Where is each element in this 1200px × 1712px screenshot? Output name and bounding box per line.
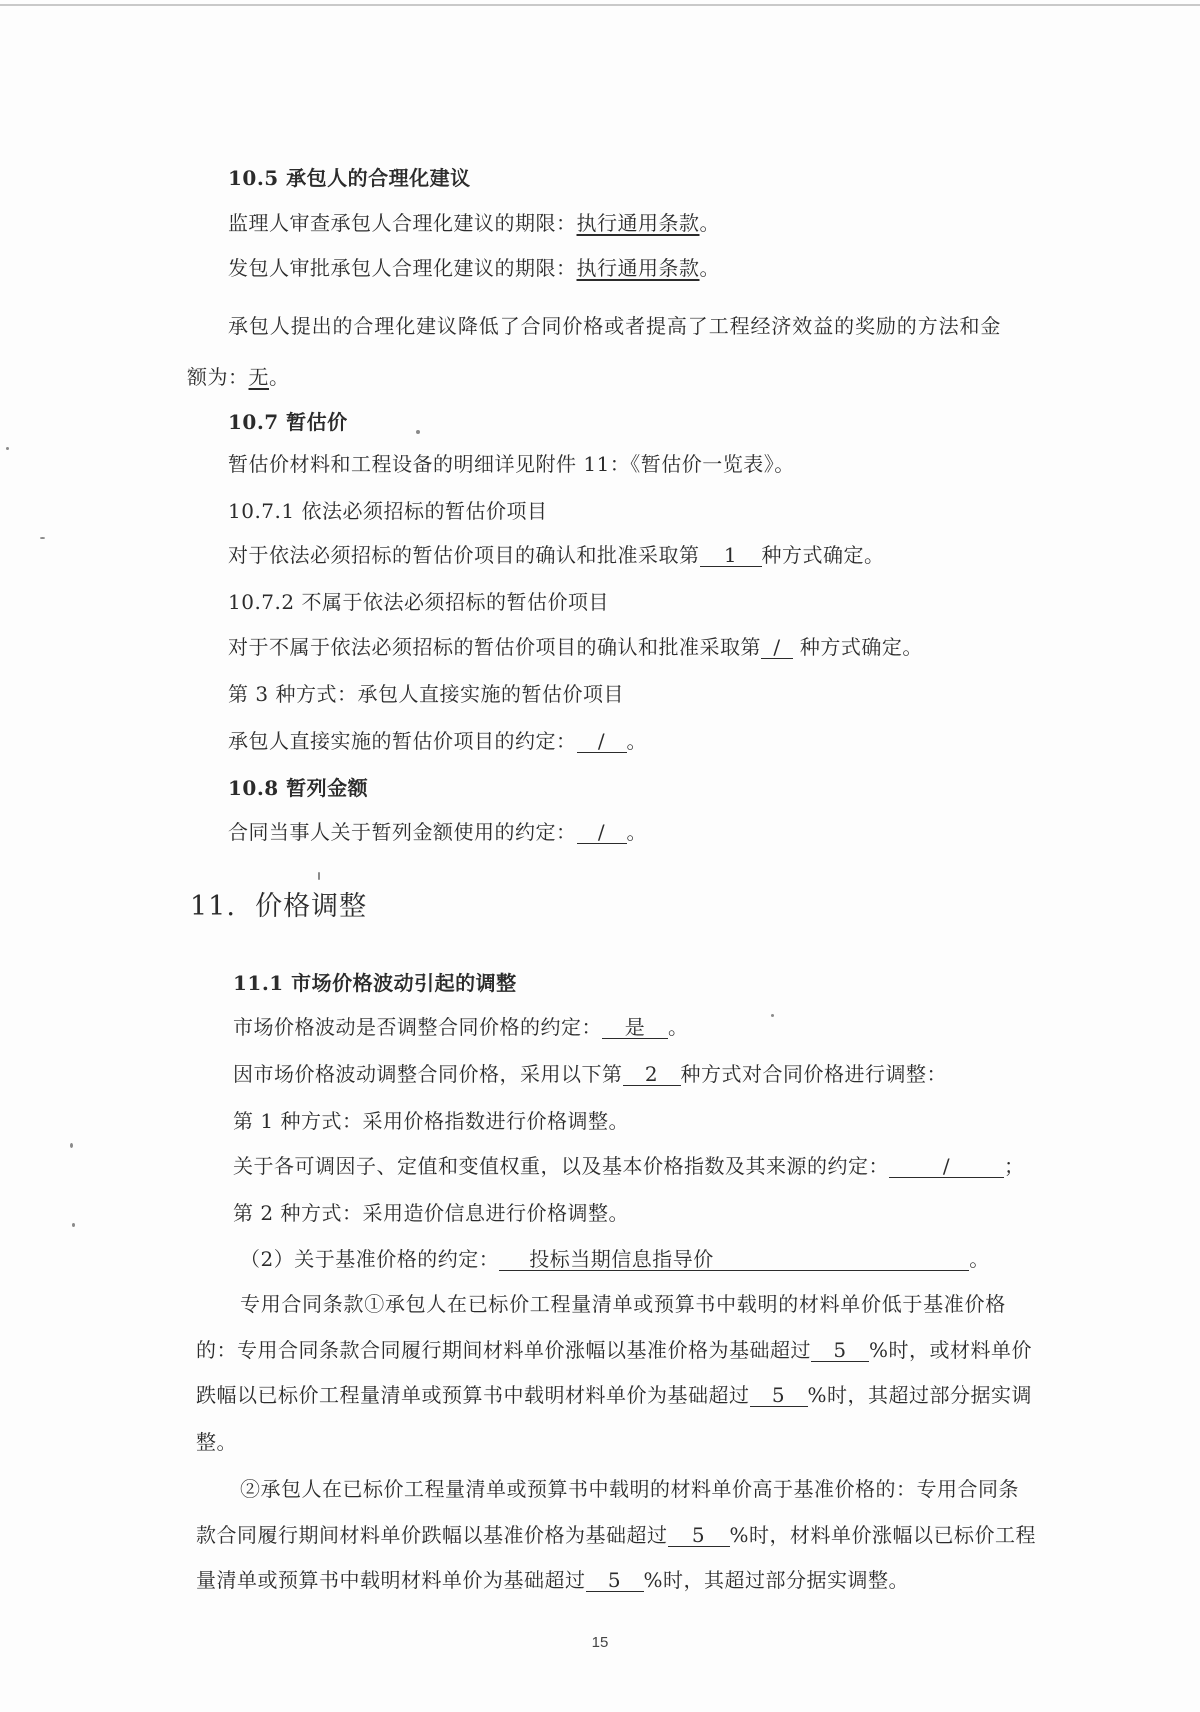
adjust-flag-suffix: 。 bbox=[668, 1015, 689, 1039]
way-2-line: 第 2 种方式：采用造价信息进行价格调整。 bbox=[233, 1201, 629, 1225]
reward-line-2 bbox=[187, 363, 290, 391]
reward-suffix: 。 bbox=[269, 365, 290, 389]
clause-1-line-2-text: 的：专用合同条款合同履行期间材料单价涨幅以基准价格为基础超过 bbox=[196, 1338, 811, 1362]
review-period-label: 监理人审查承包人合理化建议的期限： bbox=[228, 211, 577, 235]
method-3-line: 第 3 种方式：承包人直接实施的暂估价项目 bbox=[228, 682, 624, 706]
chapter-title: 价格调整 bbox=[255, 891, 368, 922]
factors-label: 关于各可调因子、定值和变值权重，以及基本价格指数及其来源的约定： bbox=[233, 1154, 889, 1178]
clause-2-line-2-text: 款合同履行期间材料单价跌幅以基准价格为基础超过 bbox=[196, 1523, 668, 1547]
provisional-detail-line: 暂估价材料和工程设备的明细详见附件 11：《暂估价一览表》。 bbox=[228, 452, 795, 476]
section-11-1-heading: 11.1 市场价格波动引起的调整 bbox=[233, 971, 517, 995]
chapter-number: 11. bbox=[190, 891, 236, 922]
direct-implement-line bbox=[228, 727, 647, 755]
clause-1-fall-threshold: 5 bbox=[750, 1384, 808, 1407]
clause-1-rise-threshold: 5 bbox=[811, 1339, 869, 1362]
adjust-method-suffix: 种方式对合同价格进行调整： bbox=[680, 1062, 947, 1086]
non-tender-method-suffix: 种方式确定。 bbox=[793, 635, 923, 659]
direct-implement-suffix: 。 bbox=[626, 729, 647, 753]
scan-speck bbox=[72, 1223, 75, 1227]
clause-1-line-3-tail: %时，其超过部分据实调 bbox=[807, 1383, 1033, 1407]
adjust-method-label: 因市场价格波动调整合同价格，采用以下第 bbox=[233, 1062, 623, 1086]
clause-2-line-1: ②承包人在已标价工程量清单或预算书中载明的材料单价高于基准价格的：专用合同条 bbox=[240, 1477, 1019, 1501]
scan-speck bbox=[416, 430, 420, 434]
scan-speck bbox=[318, 872, 320, 880]
adjust-flag-line bbox=[233, 1013, 689, 1041]
approve-period-line bbox=[228, 254, 720, 282]
approve-period-label: 发包人审批承包人合理化建议的期限： bbox=[228, 256, 577, 280]
review-period-value: 执行通用条款 bbox=[576, 211, 700, 235]
provisional-sum-label: 合同当事人关于暂列金额使用的约定： bbox=[228, 820, 577, 844]
clause-2-line-3 bbox=[196, 1566, 909, 1594]
clause-2-line-2-tail: %时，材料单价涨幅以已标价工程 bbox=[729, 1523, 1037, 1547]
chapter-11-title bbox=[190, 889, 367, 925]
approve-period-suffix: 。 bbox=[699, 256, 720, 280]
scan-speck bbox=[40, 537, 45, 539]
tender-method-label: 对于依法必须招标的暂估价项目的确认和批准采取第 bbox=[228, 543, 700, 567]
factors-line bbox=[233, 1152, 1025, 1180]
clause-1-line-3-text: 跌幅以已标价工程量清单或预算书中载明材料单价为基础超过 bbox=[196, 1383, 750, 1407]
factors-value: / bbox=[889, 1155, 1004, 1178]
page-number: 15 bbox=[591, 1634, 609, 1651]
approve-period-value: 执行通用条款 bbox=[576, 256, 700, 280]
clause-1-line-1: 专用合同条款①承包人在已标价工程量清单或预算书中载明的材料单价低于基准价格 bbox=[240, 1292, 1006, 1316]
provisional-sum-value: / bbox=[577, 821, 627, 844]
non-tender-method-label: 对于不属于依法必须招标的暂估价项目的确认和批准采取第 bbox=[228, 635, 761, 659]
clause-2-line-2 bbox=[196, 1521, 1036, 1549]
section-10-7-1-heading: 10.7.1 依法必须招标的暂估价项目 bbox=[228, 499, 548, 523]
non-tender-method-value: / bbox=[761, 636, 793, 659]
way-1-line: 第 1 种方式：采用价格指数进行价格调整。 bbox=[233, 1109, 629, 1133]
base-price-line bbox=[240, 1245, 990, 1273]
clause-2-fall-threshold: 5 bbox=[668, 1524, 730, 1547]
scan-edge-line bbox=[0, 4, 1200, 6]
section-10-8-heading: 10.8 暂列金额 bbox=[228, 776, 369, 800]
base-price-suffix: 。 bbox=[969, 1247, 990, 1271]
section-10-5-heading: 10.5 承包人的合理化建议 bbox=[228, 166, 471, 190]
scan-speck bbox=[70, 1143, 73, 1148]
tender-method-line bbox=[228, 541, 885, 569]
non-tender-method-line bbox=[228, 633, 923, 661]
adjust-flag-value: 是 bbox=[602, 1016, 668, 1039]
factors-suffix: ； bbox=[1004, 1154, 1025, 1178]
provisional-sum-suffix: 。 bbox=[626, 820, 647, 844]
section-10-7-2-heading: 10.7.2 不属于依法必须招标的暂估价项目 bbox=[228, 590, 609, 614]
reward-label: 额为： bbox=[187, 365, 249, 389]
direct-implement-value: / bbox=[577, 730, 627, 753]
clause-2-rise-threshold: 5 bbox=[586, 1569, 644, 1592]
tender-method-value: 1 bbox=[700, 544, 762, 567]
clause-1-line-4: 整。 bbox=[196, 1430, 237, 1454]
adjust-method-value: 2 bbox=[623, 1063, 681, 1086]
direct-implement-label: 承包人直接实施的暂估价项目的约定： bbox=[228, 729, 577, 753]
adjust-method-line bbox=[233, 1060, 947, 1088]
base-price-label: （2）关于基准价格的约定： bbox=[240, 1247, 500, 1271]
reward-line-1: 承包人提出的合理化建议降低了合同价格或者提高了工程经济效益的奖励的方法和金 bbox=[228, 314, 1002, 338]
base-price-value: 投标当期信息指导价 bbox=[499, 1248, 969, 1271]
clause-1-line-2 bbox=[196, 1336, 1032, 1364]
provisional-sum-line bbox=[228, 818, 647, 846]
clause-2-line-3-text: 量清单或预算书中载明材料单价为基础超过 bbox=[196, 1568, 586, 1592]
reward-value: 无 bbox=[248, 365, 269, 389]
scan-speck bbox=[771, 1014, 774, 1017]
scan-speck bbox=[6, 447, 9, 450]
section-10-7-heading: 10.7 暂估价 bbox=[228, 410, 348, 434]
clause-2-line-3-tail: %时，其超过部分据实调整。 bbox=[643, 1568, 910, 1592]
review-period-suffix: 。 bbox=[699, 211, 720, 235]
clause-1-line-2-tail: %时，或材料单价 bbox=[869, 1338, 1033, 1362]
adjust-flag-label: 市场价格波动是否调整合同价格的约定： bbox=[233, 1015, 602, 1039]
clause-1-line-3 bbox=[196, 1381, 1032, 1409]
tender-method-suffix: 种方式确定。 bbox=[761, 543, 885, 567]
review-period-line bbox=[228, 209, 720, 237]
